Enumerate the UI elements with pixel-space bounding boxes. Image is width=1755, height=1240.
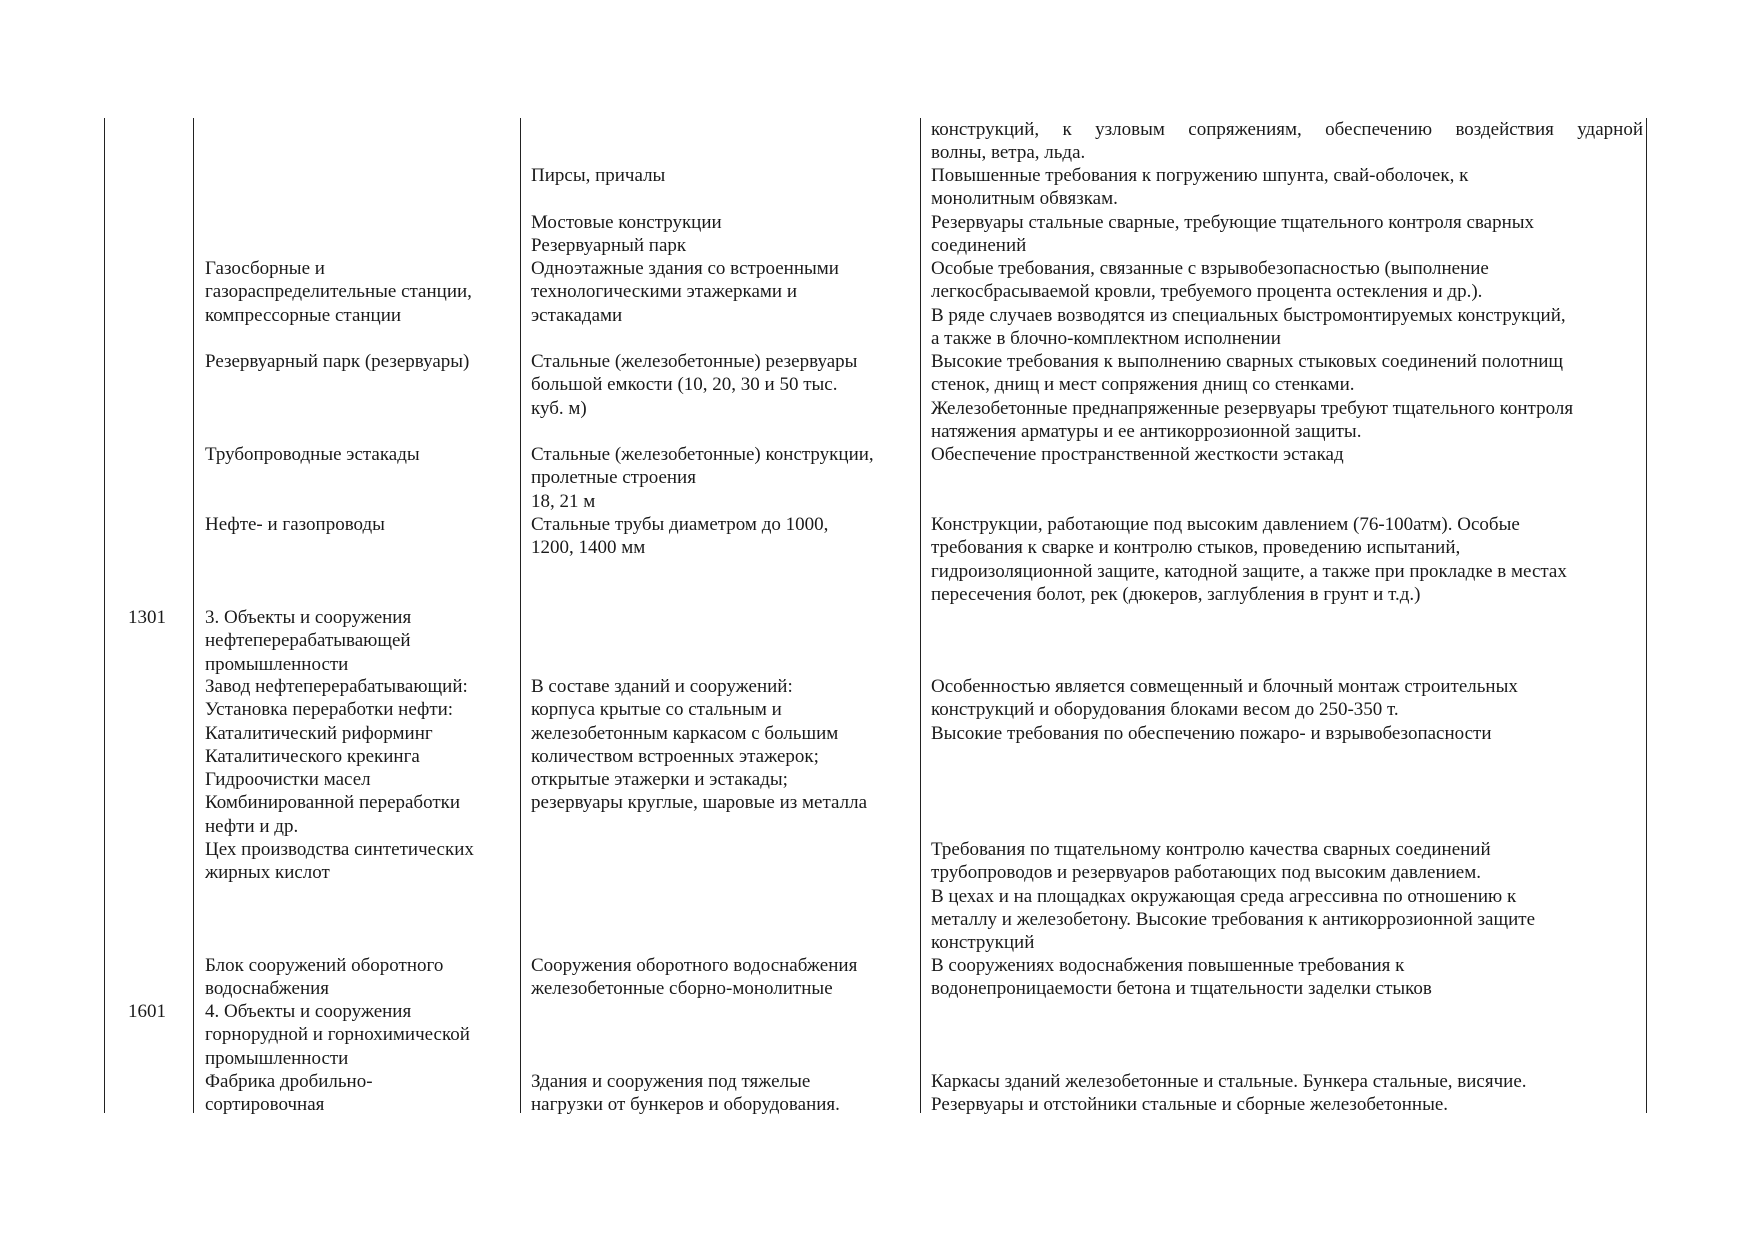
structures-description (531, 257, 919, 327)
row-code (104, 606, 190, 629)
text-line: монолитным обвязкам. (931, 188, 1118, 210)
text-line: Комбинированной переработки (205, 792, 461, 814)
table-border-right (1646, 118, 1647, 1113)
text-line: резервуары круглые, шаровые из металла (531, 792, 868, 814)
text-line: 4. Объекты и сооружения (205, 1001, 412, 1022)
text-line: Повышенные требования к погружению шпунта, свай-оболочек, к (931, 165, 1469, 186)
text-line: сортировочная (205, 1094, 325, 1116)
text-line: Здания и сооружения под тяжелые (531, 1071, 811, 1092)
structures-description (531, 211, 919, 258)
object-name (205, 350, 517, 373)
text-line: конструкций (931, 932, 1035, 954)
structures-description (531, 350, 919, 420)
text-line: Каталитический риформинг (205, 722, 433, 744)
text-line: Стальные трубы диаметром до 1000, (531, 514, 829, 535)
object-name (205, 443, 517, 466)
text-line: натяжения арматуры и ее антикоррозионной защиты. (931, 420, 1362, 442)
text-line: 18, 21 м (531, 490, 596, 512)
text-line: Требования по тщательному контролю качества сварных соединений (931, 839, 1491, 860)
text-line: пролетные строения (531, 467, 696, 489)
features-description (931, 350, 1643, 443)
features-description (931, 257, 1643, 350)
text-line: 1301 (128, 607, 166, 628)
features-description (931, 838, 1643, 954)
object-name (205, 1070, 517, 1117)
structures-description (531, 164, 919, 187)
structures-description (531, 443, 919, 513)
object-name (205, 606, 517, 676)
text-line: Установка переработки нефти: (205, 699, 454, 721)
features-description (931, 164, 1643, 211)
features-description (931, 443, 1643, 466)
features-description (931, 211, 1643, 258)
object-name (205, 257, 517, 327)
text-line: конструкций и оборудования блоками весом до 250-350 т. (931, 699, 1399, 721)
text-line: Резервуары стальные сварные, требующие тщательного контроля сварных (931, 212, 1535, 233)
text-line: нефти и др. (205, 815, 299, 837)
text-line: Стальные (железобетонные) конструкции, (531, 444, 874, 465)
text-line: Стальные (железобетонные) резервуары (531, 351, 858, 372)
text-line: горнорудной и горнохимической (205, 1024, 470, 1046)
text-line: 1200, 1400 мм (531, 537, 646, 559)
object-name (205, 838, 517, 885)
text-line: легкосбрасываемой кровли, требуемого процента остекления и др.). (931, 281, 1483, 303)
text-line: корпуса крытые со стальным и (531, 699, 782, 721)
text-line: нагрузки от бункеров и оборудования. (531, 1094, 840, 1116)
text-line: Резервуарный парк (резервуары) (205, 351, 470, 372)
column-divider-2 (520, 118, 521, 1113)
text-line: трубопроводов и резервуаров работающих под высоким давлением. (931, 862, 1482, 884)
text-line: открытые этажерки и эстакады; (531, 769, 788, 791)
row-code (104, 1000, 190, 1023)
text-line: водонепроницаемости бетона и тщательности заделки стыков (931, 978, 1432, 1000)
text-line: Блок сооружений оборотного (205, 955, 444, 976)
structures-description (531, 954, 919, 1001)
text-line: большой емкости (10, 20, 30 и 50 тыс. (531, 374, 838, 396)
text-line: конструкций, к узловым сопряжениям, обеспечению воздействия ударной (931, 119, 1643, 140)
text-line: компрессорные станции (205, 304, 402, 326)
text-line: куб. м) (531, 397, 587, 419)
text-line: В ряде случаев возводятся из специальных быстромонтируемых конструкций, (931, 304, 1566, 326)
text-line: волны, ветра, льда. (931, 142, 1086, 164)
text-line: металлу и железобетону. Высокие требования к антикоррозионной защите (931, 908, 1536, 930)
text-line: требования к сварке и контролю стыков, проведению испытаний, (931, 537, 1461, 559)
column-divider-3 (920, 118, 921, 1113)
text-line: Одноэтажные здания со встроенными (531, 258, 839, 279)
text-line: Фабрика дробильно- (205, 1071, 373, 1092)
text-line: Резервуарный парк (531, 235, 687, 257)
text-line: 3. Объекты и сооружения (205, 607, 412, 628)
object-name (205, 513, 517, 536)
features-description (931, 1070, 1643, 1117)
text-line: гидроизоляционной защите, катодной защите, а также при прокладке в местах (931, 560, 1567, 582)
text-line: Резервуары и отстойники стальные и сборные железобетонные. (931, 1094, 1449, 1116)
text-line: железобетонные сборно-монолитные (531, 978, 833, 1000)
features-description (931, 954, 1643, 1001)
text-line: Высокие требования по обеспечению пожаро- и взрывобезопасности (931, 722, 1492, 744)
text-line: количеством встроенных этажерок; (531, 745, 819, 767)
text-line: а также в блочно-комплектном исполнении (931, 327, 1281, 349)
text-line: промышленности (205, 1047, 349, 1069)
structures-description (531, 675, 919, 815)
text-line: Мостовые конструкции (531, 212, 722, 233)
column-divider-1 (193, 118, 194, 1113)
text-line: стенок, днищ и мест сопряжения днищ со стенками. (931, 374, 1355, 396)
text-line: Гидроочистки масел (205, 769, 371, 791)
text-line: Газосборные и (205, 258, 325, 279)
features-description (931, 675, 1643, 745)
text-line: Цех производства синтетических (205, 839, 474, 860)
text-line: промышленности (205, 653, 349, 675)
text-line: Железобетонные преднапряженные резервуары требуют тщательного контроля (931, 397, 1574, 419)
object-name (205, 675, 517, 838)
text-line: Высокие требования к выполнению сварных стыковых соединений полотнищ (931, 351, 1564, 372)
text-line: жирных кислот (205, 862, 330, 884)
text-line: Завод нефтеперерабатывающий: (205, 676, 468, 697)
text-line: Особые требования, связанные с взрывобезопасностью (выполнение (931, 258, 1489, 279)
text-line: В сооружениях водоснабжения повышенные требования к (931, 955, 1405, 976)
text-line: Обеспечение пространственной жесткости эстакад (931, 444, 1344, 465)
object-name (205, 1000, 517, 1070)
text-line: 1601 (128, 1001, 166, 1022)
text-line: Каталитического крекинга (205, 745, 420, 767)
text-line: Нефте- и газопроводы (205, 514, 385, 535)
text-line: технологическими этажерками и (531, 281, 797, 303)
text-line: Особенностью является совмещенный и блочный монтаж строительных (931, 676, 1518, 697)
text-line: Сооружения оборотного водоснабжения (531, 955, 858, 976)
text-line: железобетонным каркасом с большим (531, 722, 839, 744)
structures-description (531, 1070, 919, 1117)
text-line: Конструкции, работающие под высоким давлением (76-100атм). Особые (931, 514, 1520, 535)
text-line: водоснабжения (205, 978, 330, 1000)
text-line: соединений (931, 235, 1027, 257)
features-description (931, 118, 1643, 165)
features-description (931, 513, 1643, 606)
structures-description (531, 513, 919, 560)
text-line: В составе зданий и сооружений: (531, 676, 793, 697)
text-line: В цехах и на площадках окружающая среда агрессивна по отношению к (931, 885, 1517, 907)
object-name (205, 954, 517, 1001)
text-line: Трубопроводные эстакады (205, 444, 420, 465)
text-line: эстакадами (531, 304, 623, 326)
text-line: нефтеперерабатывающей (205, 630, 411, 652)
text-line: Пирсы, причалы (531, 165, 666, 186)
text-line: пересечения болот, рек (дюкеров, заглубления в грунт и т.д.) (931, 583, 1421, 605)
text-line: газораспределительные станции, (205, 281, 472, 303)
text-line: Каркасы зданий железобетонные и стальные. Бункера стальные, висячие. (931, 1071, 1527, 1092)
